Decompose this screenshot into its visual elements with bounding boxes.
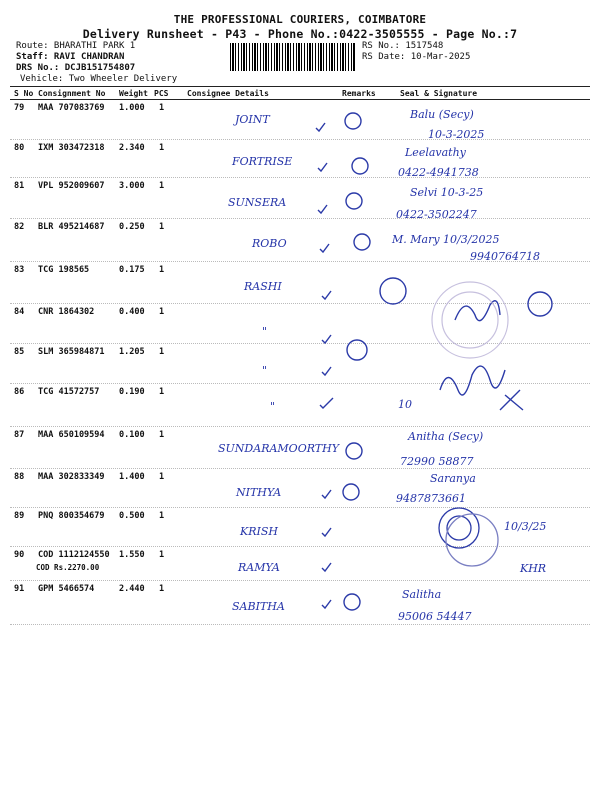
- drs-label: DRS No.: DCJB151754807: [16, 63, 136, 73]
- row-consignee-handwritten: JOINT: [235, 113, 270, 126]
- row-pcs: 1: [159, 143, 165, 153]
- row-consignee-handwritten: ROBO: [252, 237, 287, 250]
- row-serial: 79: [14, 103, 25, 113]
- col-header-weight: Weight: [119, 89, 148, 98]
- row-weight: 1.400: [119, 472, 145, 482]
- rs-date: RS Date: 10-Mar-2025: [362, 52, 471, 62]
- row-serial: 84: [14, 307, 25, 317]
- row-signature: Salitha: [402, 588, 442, 601]
- col-header-pcs: PCS: [154, 89, 169, 98]
- row-signature: Selvi 10-3-25: [410, 186, 484, 199]
- col-header-consignee: Consignee Details: [187, 89, 269, 98]
- row-signature: Leelavathy: [405, 146, 466, 159]
- row-serial: 91: [14, 584, 25, 594]
- row-consignment-no: COD 1112124550: [38, 550, 110, 560]
- col-header-remarks: Remarks: [342, 89, 376, 98]
- row-cod-note: COD Rs.2270.00: [36, 563, 100, 572]
- staff-label: Staff: RAVI CHANDRAN: [16, 52, 125, 62]
- row-signature-detail: 9487873661: [396, 492, 466, 505]
- row-consignment-no: PNQ 800354679: [38, 511, 105, 521]
- row-weight: 1.205: [119, 347, 145, 357]
- row-pcs: 1: [159, 347, 165, 357]
- runsheet-subtitle: Delivery Runsheet - P43 - Phone No.:0422-3505555 - Page No.:7: [82, 27, 518, 41]
- row-weight: 2.440: [119, 584, 145, 594]
- row-signature: Saranya: [430, 472, 476, 485]
- row-pcs: 1: [159, 472, 165, 482]
- row-consignment-no: TCG 198565: [38, 265, 90, 275]
- row-signature: Anitha (Secy): [408, 430, 484, 443]
- row-serial: 86: [14, 387, 25, 397]
- row-serial: 87: [14, 430, 25, 440]
- route-label: Route: BHARATHI PARK 1: [16, 41, 136, 51]
- row-serial: 80: [14, 143, 25, 153]
- row-signature-detail: 10-3-2025: [428, 128, 485, 141]
- row-pcs: 1: [159, 103, 165, 113]
- row-serial: 81: [14, 181, 25, 191]
- row-weight: 0.100: [119, 430, 145, 440]
- row-signature: KHR: [520, 562, 547, 575]
- row-pcs: 1: [159, 511, 165, 521]
- row-signature-detail: 72990 58877: [400, 455, 474, 468]
- row-consignee-handwritten: ": [270, 400, 276, 413]
- row-serial: 90: [14, 550, 25, 560]
- row-signature-detail: 0422-4941738: [398, 166, 479, 179]
- row-weight: 1.000: [119, 103, 145, 113]
- row-signature: 10/3/25: [504, 520, 547, 533]
- row-weight: 2.340: [119, 143, 145, 153]
- col-header-signature: Seal & Signature: [400, 89, 478, 98]
- row-consignee-handwritten: RASHI: [244, 280, 282, 293]
- row-serial: 82: [14, 222, 25, 232]
- row-weight: 0.175: [119, 265, 145, 275]
- row-consignment-no: MAA 650109594: [38, 430, 105, 440]
- row-pcs: 1: [159, 550, 165, 560]
- row-pcs: 1: [159, 387, 165, 397]
- row-consignment-no: MAA 302833349: [38, 472, 105, 482]
- row-weight: 0.250: [119, 222, 145, 232]
- row-consignment-no: TCG 41572757: [38, 387, 100, 397]
- row-weight: 0.400: [119, 307, 145, 317]
- row-pcs: 1: [159, 584, 165, 594]
- row-consignment-no: MAA 707083769: [38, 103, 105, 113]
- row-consignee-handwritten: NITHYA: [236, 486, 282, 499]
- row-serial: 83: [14, 265, 25, 275]
- row-signature-detail: 9940764718: [470, 250, 540, 263]
- row-signature-detail: 95006 54447: [398, 610, 472, 623]
- row-consignee-handwritten: ": [262, 325, 268, 338]
- company-title: THE PROFESSIONAL COURIERS, COIMBATORE: [173, 13, 427, 26]
- row-consignment-no: CNR 1864302: [38, 307, 95, 317]
- row-serial: 89: [14, 511, 25, 521]
- row-pcs: 1: [159, 181, 165, 191]
- row-consignment-no: IXM 303472318: [38, 143, 105, 153]
- row-signature: 10: [398, 398, 412, 411]
- row-consignee-handwritten: ": [262, 364, 268, 377]
- row-signature: Balu (Secy): [410, 108, 474, 121]
- rs-number: RS No.: 1517548: [362, 41, 444, 51]
- row-consignment-no: VPL 952009607: [38, 181, 105, 191]
- row-consignee-handwritten: FORTRISE: [232, 155, 293, 168]
- row-weight: 3.000: [119, 181, 145, 191]
- col-header-sno: S No: [14, 89, 34, 98]
- row-signature-detail: 0422-3502247: [396, 208, 477, 221]
- vehicle-label: Vehicle: Two Wheeler Delivery: [20, 74, 178, 84]
- row-consignee-handwritten: SABITHA: [232, 600, 285, 613]
- row-weight: 0.190: [119, 387, 145, 397]
- row-serial: 85: [14, 347, 25, 357]
- row-serial: 88: [14, 472, 25, 482]
- row-consignee-handwritten: SUNDARAMOORTHY: [218, 442, 339, 455]
- row-consignee-handwritten: RAMYA: [238, 561, 280, 574]
- row-weight: 1.550: [119, 550, 145, 560]
- row-signature: M. Mary 10/3/2025: [392, 233, 500, 246]
- row-pcs: 1: [159, 265, 165, 275]
- row-consignment-no: BLR 495214687: [38, 222, 105, 232]
- row-consignment-no: SLM 365984871: [38, 347, 105, 357]
- row-pcs: 1: [159, 307, 165, 317]
- row-pcs: 1: [159, 222, 165, 232]
- row-consignment-no: GPM 5466574: [38, 584, 95, 594]
- row-weight: 0.500: [119, 511, 145, 521]
- row-consignee-handwritten: KRISH: [240, 525, 278, 538]
- row-consignee-handwritten: SUNSERA: [228, 196, 287, 209]
- col-header-consignment: Consignment No: [38, 89, 106, 98]
- row-pcs: 1: [159, 430, 165, 440]
